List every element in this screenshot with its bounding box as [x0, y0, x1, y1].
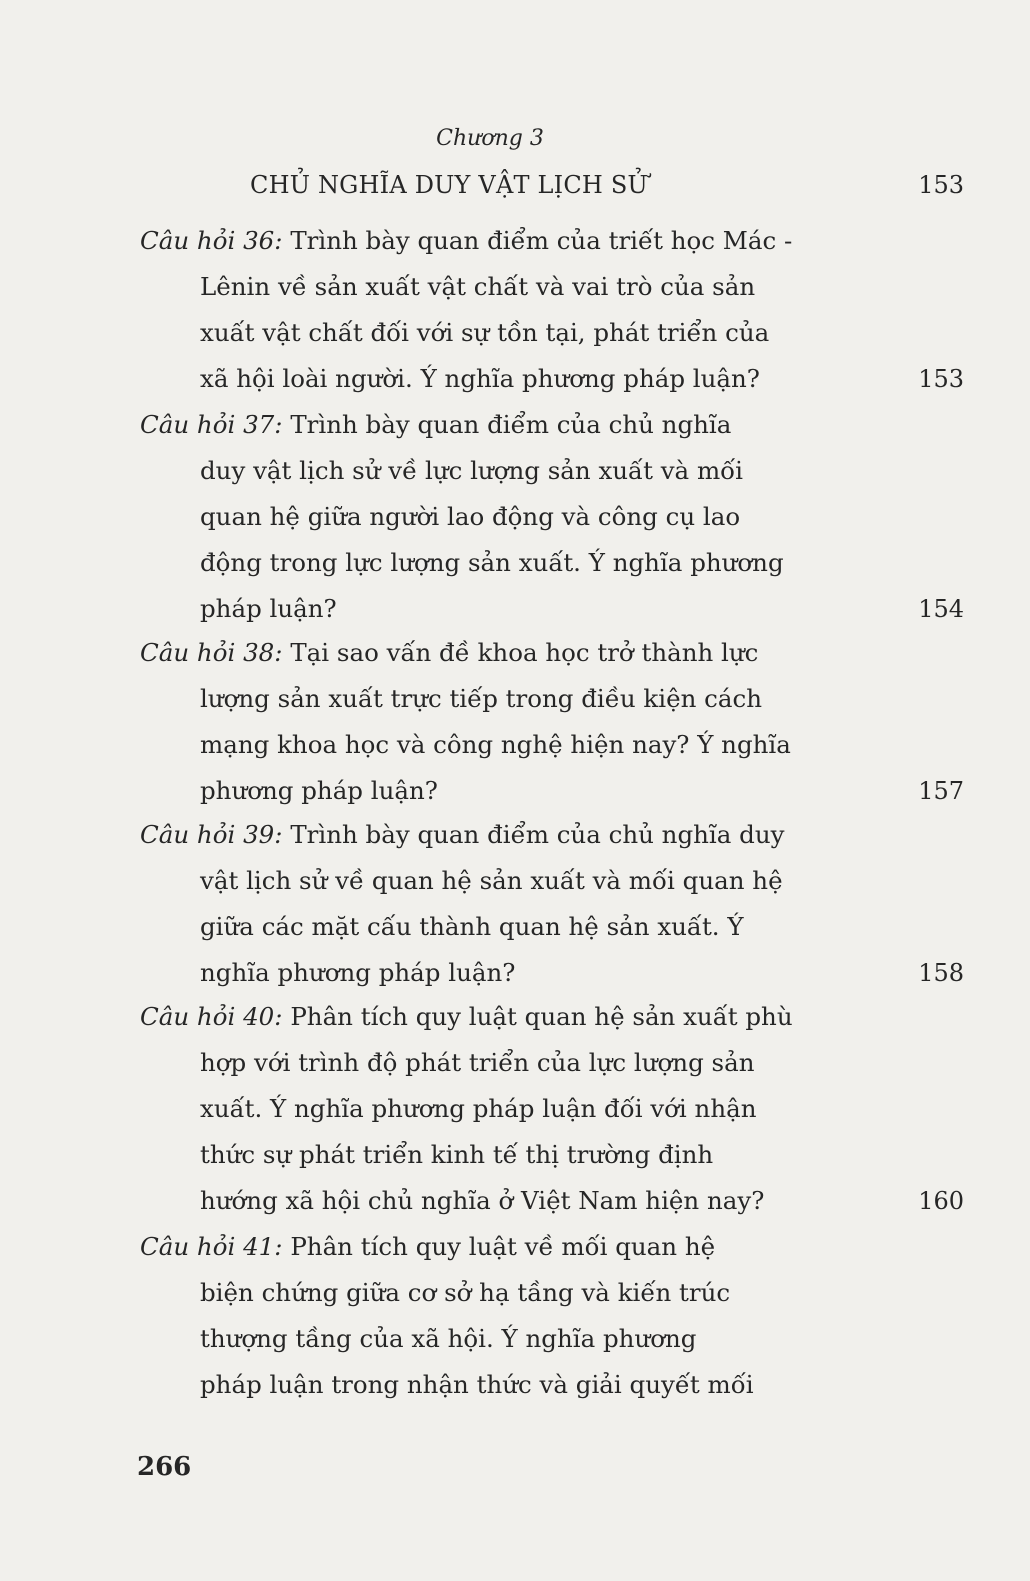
- toc-entry-40-page: 160: [918, 1187, 964, 1215]
- toc-entry-39-line-2: vật lịch sử về quan hệ sản xuất và mối quan hệ: [200, 866, 783, 895]
- question-text: Trình bày quan điểm của chủ nghĩa: [290, 410, 732, 439]
- page-number-footer: 266: [137, 1452, 192, 1482]
- toc-entry-40-line-4: thức sự phát triển kinh tế thị trường định: [200, 1140, 714, 1169]
- toc-entry-37-line-1: [140, 410, 731, 440]
- toc-entry-37-page: 154: [918, 595, 964, 623]
- toc-entry-41-line-2: biện chứng giữa cơ sở hạ tầng và kiến trúc: [200, 1278, 731, 1307]
- question-label: Câu hỏi 40:: [140, 1002, 283, 1031]
- toc-entry-38-line-1: [140, 638, 758, 668]
- question-text: Trình bày quan điểm của chủ nghĩa duy: [290, 820, 785, 849]
- toc-entry-39-line-1: [140, 820, 784, 850]
- toc-entry-36-line-4: xã hội loài người. Ý nghĩa phương pháp luận?: [200, 364, 760, 393]
- toc-entry-36-line-2: Lênin về sản xuất vật chất và vai trò của sản: [200, 272, 756, 301]
- toc-entry-37-line-4: động trong lực lượng sản xuất. Ý nghĩa phương: [200, 548, 784, 577]
- question-label: Câu hỏi 36:: [140, 226, 283, 255]
- toc-entry-37-line-2: duy vật lịch sử về lực lượng sản xuất và mối: [200, 456, 743, 485]
- question-label: Câu hỏi 41:: [140, 1232, 283, 1261]
- chapter-title: CHỦ NGHĨA DUY VẬT LỊCH SỬ: [250, 171, 648, 199]
- question-label: Câu hỏi 38:: [140, 638, 283, 667]
- toc-entry-40-line-3: xuất. Ý nghĩa phương pháp luận đối với nhận: [200, 1094, 757, 1123]
- toc-entry-38-line-2: lượng sản xuất trực tiếp trong điều kiện cách: [200, 684, 762, 713]
- toc-entry-39-line-4: nghĩa phương pháp luận?: [200, 958, 516, 987]
- toc-entry-38-page: 157: [918, 777, 964, 805]
- toc-entry-39-line-3: giữa các mặt cấu thành quan hệ sản xuất. Ý: [200, 912, 744, 941]
- question-text: Phân tích quy luật quan hệ sản xuất phù: [290, 1002, 793, 1031]
- toc-entry-40-line-2: hợp với trình độ phát triển của lực lượng sản: [200, 1048, 755, 1077]
- question-label: Câu hỏi 37:: [140, 410, 283, 439]
- toc-entry-36-line-3: xuất vật chất đối với sự tồn tại, phát triển của: [200, 318, 770, 347]
- toc-entry-41-line-3: thượng tầng của xã hội. Ý nghĩa phương: [200, 1324, 697, 1353]
- toc-entry-37-line-5: pháp luận?: [200, 594, 337, 623]
- chapter-page-number: 153: [918, 171, 964, 199]
- toc-entry-38-line-3: mạng khoa học và công nghệ hiện nay? Ý nghĩa: [200, 730, 791, 759]
- toc-entry-40-line-1: [140, 1002, 793, 1032]
- question-text: Tại sao vấn đề khoa học trở thành lực: [290, 638, 759, 667]
- toc-entry-36-line-1: [140, 226, 792, 256]
- toc-entry-41-line-1: [140, 1232, 715, 1262]
- toc-entry-38-line-4: phương pháp luận?: [200, 776, 438, 805]
- chapter-label: Chương 3: [436, 126, 544, 151]
- question-text: Trình bày quan điểm của triết học Mác -: [290, 226, 793, 255]
- question-text: Phân tích quy luật về mối quan hệ: [290, 1232, 716, 1261]
- toc-entry-36-page: 153: [918, 365, 964, 393]
- question-label: Câu hỏi 39:: [140, 820, 283, 849]
- toc-entry-40-line-5: hướng xã hội chủ nghĩa ở Việt Nam hiện nay?: [200, 1186, 765, 1215]
- toc-entry-37-line-3: quan hệ giữa người lao động và công cụ lao: [200, 502, 741, 531]
- toc-entry-41-line-4: pháp luận trong nhận thức và giải quyết mối: [200, 1370, 754, 1399]
- toc-entry-39-page: 158: [918, 959, 964, 987]
